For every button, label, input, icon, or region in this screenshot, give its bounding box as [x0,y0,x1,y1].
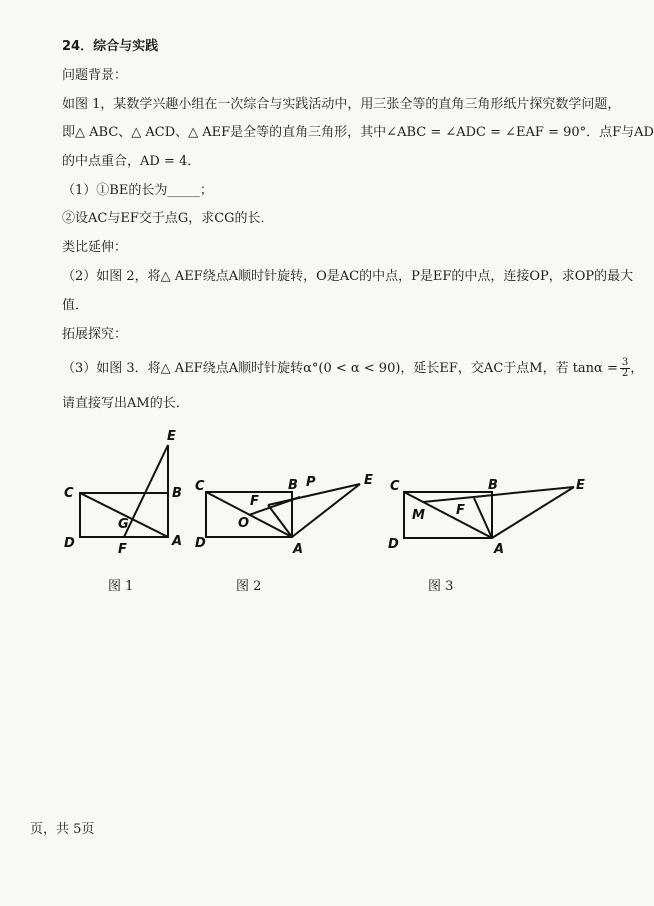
fig1-line-EF [124,445,168,537]
fig3-line-EM [423,487,574,502]
fig2-line-FA [268,505,292,537]
problem-text-line-2: 即△ ABC、△ ACD、△ AEF是全等的直角三角形，其中∠ABC = ∠ADC = ∠EAF = 90°．点F与AD [62,125,654,140]
problem-text-line-1: 如图 1，某数学兴趣小组在一次综合与实践活动中，用三张全等的直角三角形纸片探究数学问题， [62,97,621,112]
question-3a-end: ， [630,361,644,376]
question-2b: 值． [62,298,89,313]
figure-3 [380,465,600,560]
fig2-label-E: E [364,473,373,488]
figure-1-caption: 图 1 [108,579,134,594]
fig1-label-D: D [64,536,75,551]
fig3-label-D: D [388,537,399,552]
fig1-label-A: A [172,534,183,549]
section-analogy: 类比延伸： [62,240,128,255]
fig1-label-E: E [167,429,176,444]
page-footer: 页，共 5页 [30,822,95,837]
tan-fraction-denominator: 2 [621,368,629,379]
question-1b: ②设AC与EF交于点G，求CG的长． [62,211,274,226]
fig3-line-FA [474,498,492,538]
fig3-label-F: F [456,503,465,518]
problem-text-line-3: 的中点重合，AD = 4． [62,154,201,169]
question-3b: 请直接写出AM的长． [62,396,189,411]
tan-fraction [620,358,630,379]
question-2a: （2）如图 2，将△ AEF绕点A顺时针旋转，O是AC的中点，P是EF的中点，连接OP，求OP的最大 [62,269,634,284]
fig2-label-C: C [195,479,205,494]
fig2-label-O: O [238,516,250,531]
fig1-label-G: G [118,517,129,532]
fig2-label-B: B [288,478,298,493]
figure-2 [190,465,380,560]
tan-fraction-numerator: 3 [621,357,629,368]
fig3-label-B: B [488,478,498,493]
figure-3-caption: 图 3 [428,579,454,594]
fig1-label-B: B [172,486,182,501]
fig2-label-A: A [293,542,304,557]
figure-2-caption: 图 2 [236,579,262,594]
fig2-label-F: F [250,494,259,509]
fig1-label-C: C [64,486,74,501]
figure-1 [60,425,190,560]
question-3a-text: （3）如图 3．将△ AEF绕点A顺时针旋转α°(0 < α < 90)，延长EF，交AC于点M，若 tanα = [62,361,618,376]
fig3-label-A: A [494,542,505,557]
question-3a [62,357,644,379]
problem-title: 24．综合与实践 [62,39,159,54]
fig3-label-E: E [576,478,585,493]
fig1-label-F: F [118,542,127,557]
fig2-label-D: D [195,536,206,551]
section-extend: 拓展探究： [62,327,128,342]
question-1a: （1）①BE的长为_____； [62,183,213,198]
fig3-label-M: M [412,508,425,523]
fig3-label-C: C [390,479,400,494]
section-background: 问题背景： [62,68,128,83]
fig2-label-P: P [306,475,316,490]
